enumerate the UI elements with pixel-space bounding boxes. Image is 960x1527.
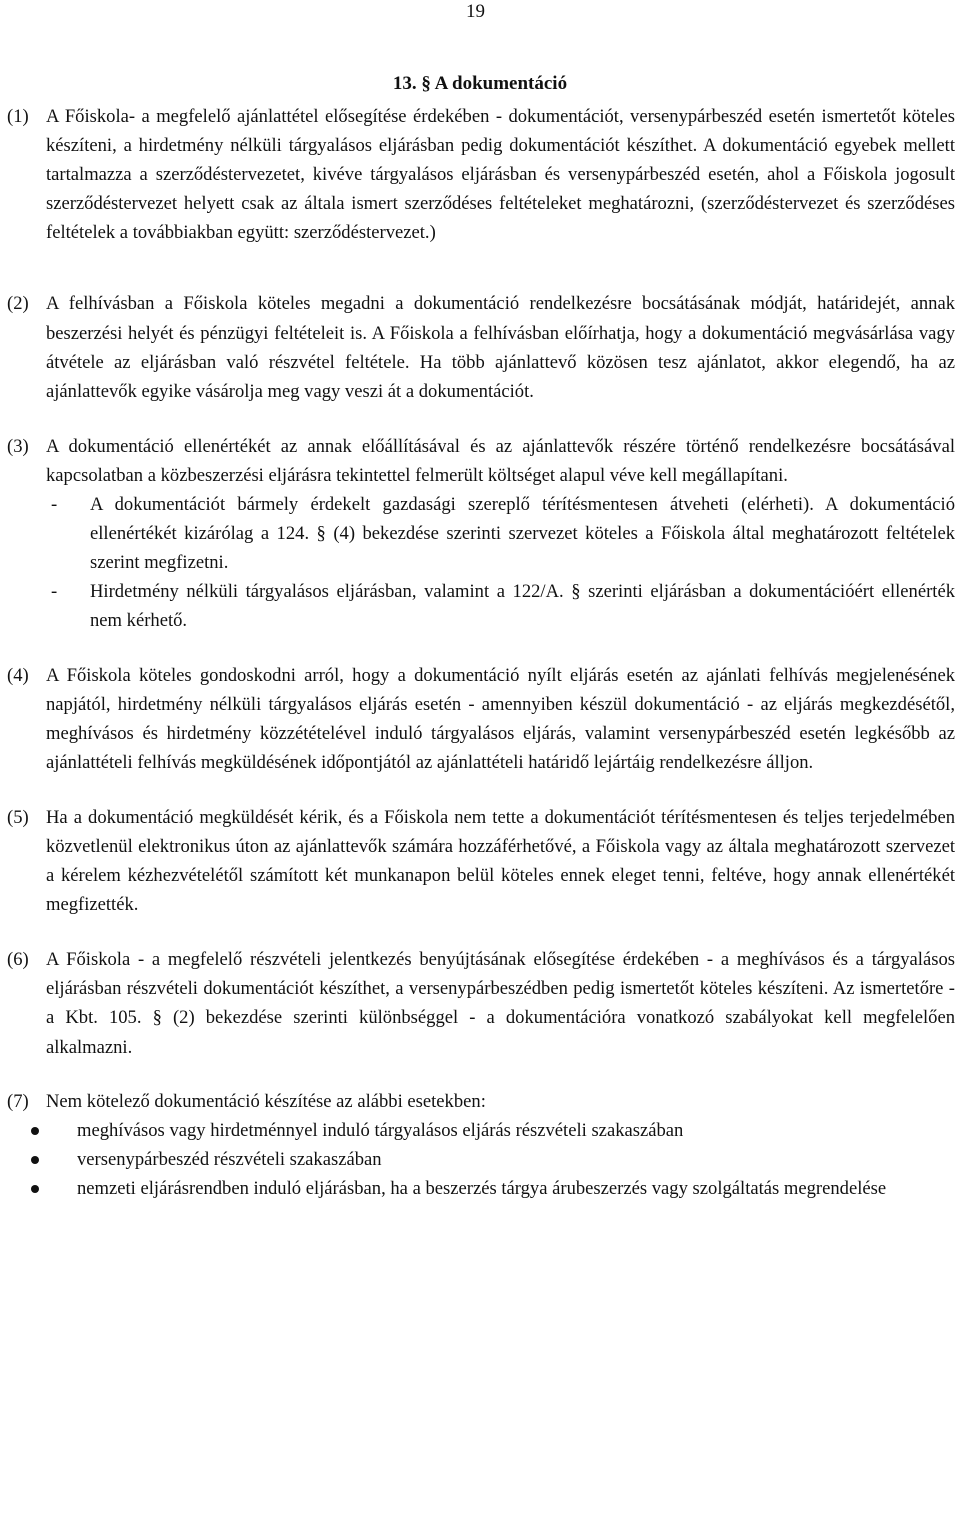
bullet-item-text: nemzeti eljárásrendben induló eljárásban, ha a beszerzés tárgya árubeszerzés vagy szolgáltatás megrendelése [77, 1177, 887, 1199]
paragraph-number: (1) [7, 106, 29, 127]
paragraph-number: (3) [7, 435, 29, 457]
paragraph-4 [7, 661, 955, 777]
paragraph-5 [7, 803, 955, 919]
paragraph-3 [7, 432, 955, 636]
dash-item-text: A dokumentációt bármely érdekelt gazdasági szereplő térítésmentesen átveheti (elérheti). A dokumentáció ellenértékét kizárólag a 124. § (4) bekezdése szerinti szervezet köteles a Főiskola által meghatározott feltételek szerint megfizetni. [90, 494, 955, 574]
paragraph-text: A Főiskola köteles gondoskodni arról, hogy a dokumentáció nyílt eljárás esetén az ajánlati felhívás megjelenésének napjától, hirdetmény nélküli tárgyalásos eljárás esetén - amennyiben készül dokumentáció - az eljárás megkezdésétől, meghívásos és hirdetmény közzétételével induló tárgyalásos eljárás, valamint versenypárbeszéd esetén legkésőbb az ajánlattételi felhívás megküldésének időpontjától az ajánlattételi határidő lejártáig rendelkezésre álljon. [46, 664, 955, 773]
paragraph-text: A dokumentáció ellenértékét az annak előállításával és az ajánlattevők részére történő rendelkezésre bocsátásával kapcsolatban a közbeszerzési eljárásra tekintettel felmerült költséget alapul véve kell megállapítani. [46, 435, 955, 486]
paragraph-6 [7, 945, 955, 1061]
bullet-icon [31, 1185, 39, 1193]
dash-list-item [46, 577, 955, 635]
paragraph-7 [7, 1087, 955, 1116]
paragraph-number: (5) [7, 806, 29, 828]
document-body [7, 102, 955, 1203]
paragraph-text: A Főiskola - a megfelelő részvételi jelentkezés benyújtásának elősegítése érdekében - a meghívásos és a tárgyalásos eljárásban részvételi dokumentációt készíthet, a versenypárbeszédben pedig ismertetőt köteles készíteni. Az ismertetőre - a Kbt. 105. § (2) bekezdése szerinti különbséggel - a dokumentációra vonatkozó szabályokat kell megfelelően alkalmazni. [46, 949, 955, 1058]
bullet-list-item [7, 1116, 955, 1145]
section-heading: 13. § A dokumentáció [392, 73, 568, 94]
paragraph-number: (7) [7, 1090, 29, 1112]
paragraph-number: (2) [7, 293, 29, 315]
dash-list [46, 490, 955, 635]
bullet-item-text: versenypárbeszéd részvételi szakaszában [77, 1148, 382, 1170]
paragraph-number: (6) [7, 949, 29, 971]
paragraph-1 [7, 102, 955, 247]
dash-list-item [46, 490, 955, 577]
page-number: 19 [466, 1, 485, 22]
bullet-list [7, 1116, 955, 1203]
dash-marker: - [51, 494, 58, 516]
paragraph-2 [7, 289, 955, 405]
dash-item-text: Hirdetmény nélküli tárgyalásos eljárásban, valamint a 122/A. § szerinti eljárásban a dokumentációért ellenérték nem kérhető. [90, 581, 955, 632]
paragraph-text: A felhívásban a Főiskola köteles megadni a dokumentáció rendelkezésre bocsátásának módját, határidejét, annak beszerzési helyét és pénzügyi feltételeit is. A Főiskola a felhívásban előírhatja, hogy a dokumentáció megvásárlása vagy átvétele az eljárásban való részvétel feltétele. Ha több ajánlattevő közösen tesz ajánlatot, akkor elegendő, ha az ajánlattevők egyike vásárolja meg vagy veszi át a dokumentációt. [46, 293, 955, 402]
bullet-list-item [7, 1145, 955, 1174]
dash-marker: - [51, 581, 58, 603]
bullet-icon [31, 1156, 39, 1164]
paragraph-text: A Főiskola- a megfelelő ajánlattétel elősegítése érdekében - dokumentációt, versenypárbeszéd esetén ismertetőt köteles készíteni, a hirdetmény nélküli tárgyalásos eljárásban pedig dokumentációt készíthet. A dokumentáció egyebek mellett tartalmazza a szerződéstervezetet, kivéve tárgyalásos eljárásban és versenypárbeszéd esetén, ahol a Főiskola jogosult szerződéstervezet helyett csak az általa ismert szerződéses feltételeket meghatározni, (szerződéstervezet és szerződéses feltételek a továbbiakban együtt: szerződéstervezet.) [46, 106, 955, 244]
bullet-icon [31, 1127, 39, 1135]
paragraph-text: Ha a dokumentáció megküldését kérik, és a Főiskola nem tette a dokumentációt térítésmentesen és teljes terjedelmében közvetlenül elektronikus úton az ajánlattevők számára hozzáférhetővé, a Főiskola vagy az általa meghatározott szervezet a kérelem kézhezvételétől számított két munkanapon belül köteles ennek eleget tenni, feltéve, hogy annak ellenértékét megfizették. [46, 806, 955, 916]
paragraph-number: (4) [7, 664, 29, 686]
bullet-item-text: meghívásos vagy hirdetménnyel induló tárgyalásos eljárás részvételi szakaszában [77, 1119, 684, 1141]
bullet-list-item [7, 1174, 955, 1203]
paragraph-text: Nem kötelező dokumentáció készítése az alábbi esetekben: [46, 1090, 486, 1112]
